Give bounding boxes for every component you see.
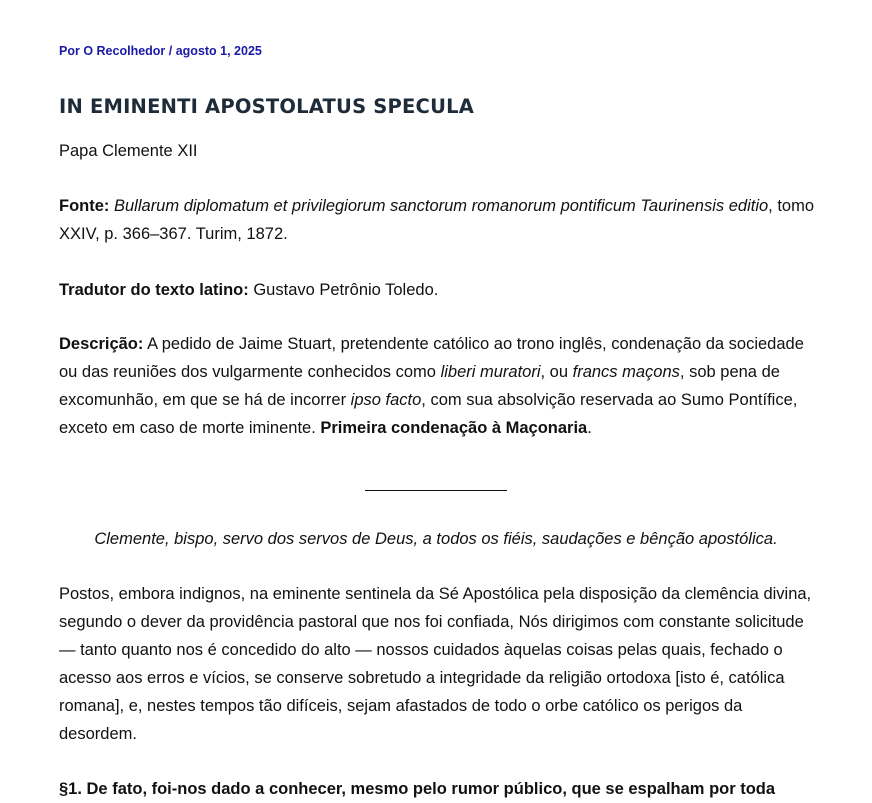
description-italic-3: ipso facto <box>350 391 422 409</box>
meta-separator: / <box>165 44 176 58</box>
description-label: Descrição: <box>59 335 144 353</box>
source-details: , tomo XXIV, p. 366–367. Turim, 1872. <box>59 197 815 243</box>
source-paragraph <box>59 192 819 248</box>
translator-label: Tradutor do texto latino: <box>59 281 249 299</box>
description-text-2: , ou <box>540 363 573 381</box>
post-meta <box>59 44 262 58</box>
author-link[interactable]: O Recolhedor <box>83 44 166 58</box>
pope-name: Papa Clemente XII <box>59 142 198 160</box>
greeting-paragraph: Clemente, bispo, servo dos servos de Deus, a todos os fiéis, saudações e bênção apostólica. <box>94 530 778 548</box>
translator-paragraph <box>59 276 819 304</box>
description-text-3: , sob pena de excomunhão, em que se há de incorrer <box>59 363 780 409</box>
description-text-1: A pedido de Jaime Stuart, pretendente católico ao trono inglês, condenação da sociedade ou das reuniões dos vulgarmente conhecidos como <box>59 335 804 381</box>
section-1-paragraph: §1. De fato, foi-nos dado a conhecer, mesmo pelo rumor público, que se espalham por toda <box>59 780 776 798</box>
body-paragraph-1: Postos, embora indignos, na eminente sentinela da Sé Apostólica pela disposição da clemência divina, segundo o dever da providência pastoral que nos foi confiada, Nós dirigimos com constante solicitude — tanto quanto nos é concedido do alto — nossos cuidados àquelas coisas pelas quais, fechado o acesso aos erros e vícios, se conserve sobretudo a integridade da religião ortodoxa [isto é, católica romana], e, nestes tempos tão difíceis, sejam afastados de todo o orbe católico os perigos da desordem. <box>59 585 812 743</box>
separator-line <box>365 490 507 491</box>
description-period: . <box>587 419 592 437</box>
post-date: agosto 1, 2025 <box>175 44 262 58</box>
description-paragraph <box>59 330 819 442</box>
source-label: Fonte: <box>59 197 110 215</box>
article-title: IN EMINENTI APOSTOLATUS SPECULA <box>59 95 475 118</box>
description-bold-end: Primeira condenação à Maçonaria <box>320 419 588 437</box>
meta-by: Por <box>59 44 80 58</box>
description-text-4: , com sua absolvição reservada ao Sumo Pontífice, exceto em caso de morte iminente. <box>59 391 798 437</box>
translator-name: Gustavo Petrônio Toledo. <box>253 281 439 299</box>
description-italic-2: francs maçons <box>572 363 680 381</box>
source-title: Bullarum diplomatum et privilegiorum sanctorum romanorum pontificum Taurinensis editio <box>114 197 769 215</box>
description-italic-1: liberi muratori <box>440 363 541 381</box>
